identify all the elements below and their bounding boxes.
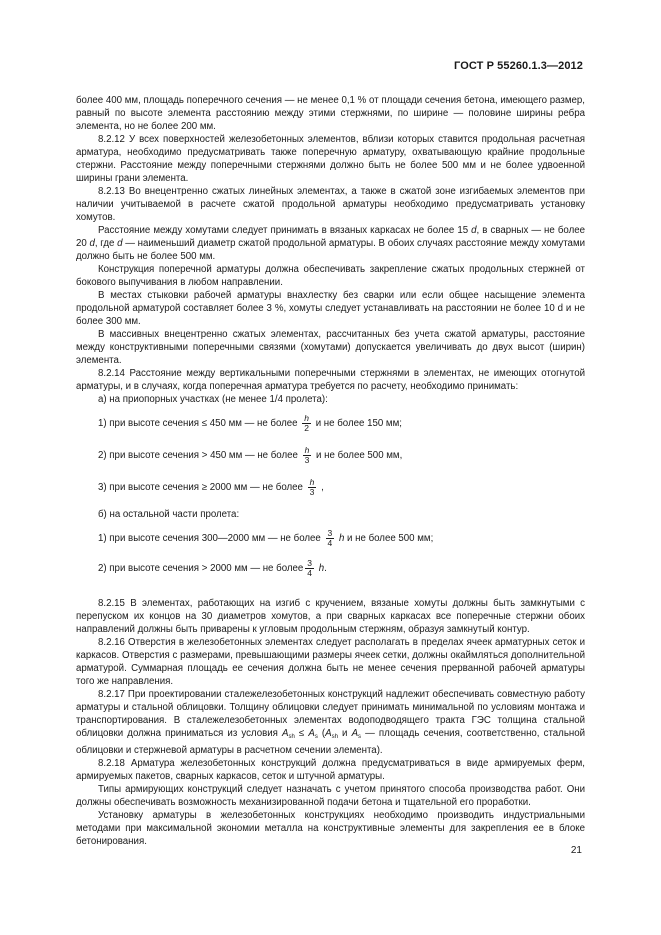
paragraph-8-2-12: 8.2.12 У всех поверхностей железобетонных элементов, вблизи которых ставится продольная расчетная арматура, необходимо предусматривать также поперечную арматуру, охватывающую крайние продольные стержни. Расстояние между поперечными стержнями должно быть не более 500 мм и не более удвоенной ширины грани элемента.	[76, 134, 585, 184]
paragraph-8-2-16: 8.2.16 Отверстия в железобетонных элементах следует располагать в пределах ячеек арматурных сеток и каркасов. Отверстия с размерами, превышающими размеры ячеек сетки, должны окаймляться дополнительной арматурой. Суммарная площадь ее сечения должна быть не менее сечения прерванной рабочей арматуры того же направления.	[76, 637, 585, 687]
paragraph-transverse-reinforcement: Конструкция поперечной арматуры должна обеспечивать закрепление сжатых продольных стержней от бокового выпучивания в любом направлении.	[76, 264, 585, 288]
list-item-a: а) на приопорных участках (не менее 1/4 пролета):	[98, 394, 328, 405]
fraction: $\frac{h}{3}$	[309, 477, 315, 497]
paragraph-continued: более 400 мм, площадь поперечного сечения — не менее 0,1 % от площади сечения бетона, имеющего размер, равный по высоте элемента расстоянию между этими стержнями, по ширине — половине ширины ребра элемента, но не более 200 мм.	[76, 95, 585, 132]
list-item-b: б) на остальной части пролета:	[98, 509, 240, 520]
fraction: $\frac{3}{4}$	[327, 528, 333, 548]
body-text	[76, 94, 585, 848]
fraction: $\frac{3}{4}$	[307, 558, 313, 578]
paragraph-stirrup-spacing: Расстояние между хомутами следует принимать в вязаных каркасах не более 15 d, в сварных — не более 20 d, где d — наименьший диаметр сжатой продольной арматуры. В обоих случаях расстояние между хомутами должно быть не более 500 мм.	[76, 225, 586, 262]
paragraph-8-2-15: 8.2.15 В элементах, работающих на изгиб с кручением, вязаные хомуты должны быть замкнутыми с перепуском их концов на 30 диаметров хомутов, а при сварных каркасах все поперечные стержни обоих направлений должны быть приварены к угловым продольным стержням, образуя замкнутый контур.	[76, 598, 585, 635]
paragraph-8-2-14: 8.2.14 Расстояние между вертикальными поперечными стержнями в элементах, не имеющих отогнутой арматуры, и в случаях, когда поперечная арматура требуется по расчету, необходимо принимать:	[76, 368, 585, 392]
paragraph-8-2-13: 8.2.13 Во внецентренно сжатых линейных элементах, а также в сжатой зоне изгибаемых элементов при наличии учитываемой в расчете сжатой продольной арматуры необходимо предусматривать установку хомутов.	[76, 186, 585, 223]
formula-row-5: 2) при высоте сечения > 2000 мм — не более $\frac{3}{4}$ h.	[98, 558, 327, 578]
page-number: 21	[570, 845, 582, 856]
fraction: $\frac{h}{3}$	[304, 445, 310, 465]
paragraph-reinforcement-types: Типы армирующих конструкций следует назначать с учетом принятого способа производства работ. Они должны обеспечивать возможность механизированной подачи бетона и тщательной его проработки.	[76, 784, 585, 808]
paragraph-installation: Установку арматуры в железобетонных конструкциях необходимо производить индустриальными методами при максимальной экономии металла на конструктивные элементы для закрепления ее в блоке бетонирования.	[76, 810, 585, 847]
formula-row-1: 1) при высоте сечения ≤ 450 мм — не более $\frac{h}{2}$ и не более 150 мм;	[98, 413, 402, 433]
paragraph-massive-elements: В массивных внецентренно сжатых элементах, рассчитанных без учета сжатой арматуры, расстояние между конструктивными поперечными связями (хомутами) допускается увеличивать до двух высот (ширин) элемента.	[76, 329, 585, 366]
paragraph-8-2-17: 8.2.17 При проектировании сталежелезобетонных конструкций надлежит обеспечивать совместную работу арматуры и стальной облицовки. Толщину облицовки следует принимать минимальной по условиям монтажа и транспортирования. В сталежелезобетонных элементах водоподводящего тракта ГЭС толщина стальной облицовки должна приниматься из условия $A_{sh} \le A_s$ ($A_{sh}$ и $A_s$ — площадь сечения, соответственно, стальной облицовки и стержневой арматуры в расчетном сечении элемента).	[76, 689, 586, 756]
fraction: $\frac{h}{2}$	[304, 413, 309, 433]
standard-header: ГОСТ Р 55260.1.3—2012	[454, 60, 583, 72]
formula-row-3: 3) при высоте сечения ≥ 2000 мм — не более $\frac{h}{3}$ ,	[98, 477, 324, 497]
formula-row-4: 1) при высоте сечения 300—2000 мм — не более $\frac{3}{4}$ h и не более 500 мм;	[98, 528, 434, 548]
paragraph-8-2-18: 8.2.18 Арматура железобетонных конструкций должна предусматриваться в виде армируемых ферм, армируемых пакетов, сварных каркасов, сеток и штучной арматуры.	[76, 758, 585, 782]
formula-row-2: 2) при высоте сечения > 450 мм — не более $\frac{h}{3}$ и не более 500 мм,	[98, 445, 403, 465]
paragraph-lap-splice: В местах стыковки рабочей арматуры внахлестку без сварки или если общее насыщение элемента продольной арматурой составляет более 3 %, хомуты следует устанавливать на расстоянии не более 10 d и не более 300 мм.	[76, 290, 585, 327]
